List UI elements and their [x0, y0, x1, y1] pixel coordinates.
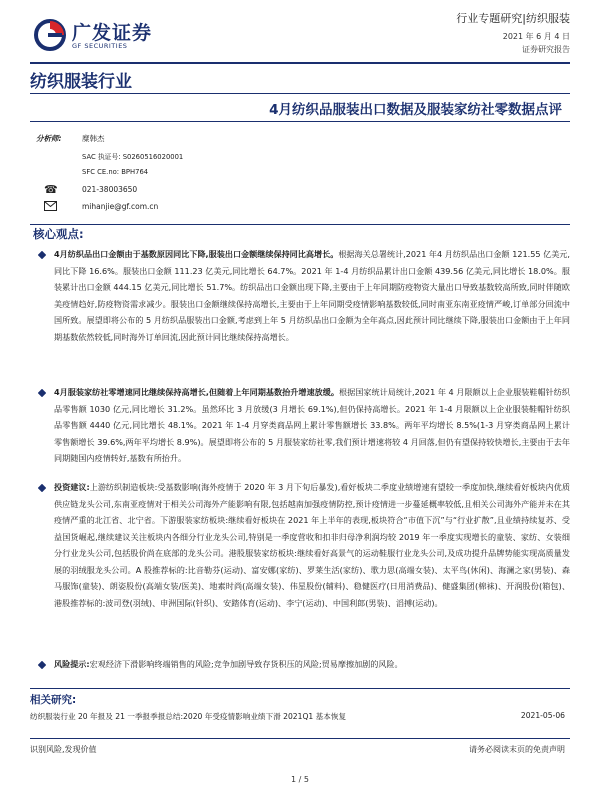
logo-subtext: GF SECURITIES [72, 42, 128, 50]
page-number: 1 / 5 [291, 775, 309, 784]
bullet-icon [38, 484, 46, 492]
related-top-rule [30, 688, 570, 689]
key-points-rule [30, 224, 570, 225]
related-date: 2021-05-06 [520, 711, 565, 720]
key-point-2 [54, 384, 570, 467]
analyst-sfc: SFC CE.no: BPH764 [82, 168, 149, 176]
related-link[interactable]: 纺织服装行业 20 年报及 21 一季报季报总结:2020 年受疫情影响业绩下滑 2021Q1 基本恢复 [30, 712, 347, 721]
key-point-1-text: 根据海关总署统计,2021 年4 月纺织品出口金额 121.55 亿美元,同比下降 16.6%。服装出口金额 111.23 亿美元,同比增长 64.7%。2021 年 1-4 月纺织品累计出口金额 439.56 亿美元,同比增长 18.0%。服装累计出口金额 444.15 亿美元,同比增长 51.7%。纺织品出口金额出现下降,主要由于上年同期防疫物资大量出口导致基数较高所致,同时伴随欧美疫情趋好,防疫物资需求减少。服装出口金额继续保持高增长,主要由于上年同期受疫情影响基数较低,同时南亚东南亚疫情严峻,订单部分回流中国所致。展望即将公布的 5 月纺织品服装出口金额,考虑到上年 5 月纺织品出口金额为全年高点,因此预计同比继续下降,服装出口金额由于上年同期基数依然较低,同时海外订单回流,因此预计同比继续保持高增长。 [54, 249, 570, 342]
bullet-icon [38, 661, 46, 669]
industry-name: 纺织服装行业 [30, 72, 132, 92]
key-point-3-text: 上游纺织制造板块:受基数影响(海外疫情于 2020 年 3 月下旬后暴发),看好板块二季度业绩增速有望较一季度加快,继续看好板块内优质供应链龙头公司,东南亚疫情对于相关公司海外产能影响有限,包括越南加强疫情防控,预计疫情进一步蔓延概率较低,且相关公司海外产能并未在其疫情严重的北江省、北宁省。下游服装家纺板块:继续看好板块在 2021 年上半年的表现,板块符合“市值下沉”与“行业扩散”,且业绩持续复苏、受益国货崛起,继续建议关注板块内各细分行业龙头公司,特别是一季度营收和扣非归母净利润均较 2019 年一季度实现增长的童装、家纺、女装细分行业龙头公司,包括股价尚在底部的龙头公司。港股服装家纺板块:继续看好高景气的运动鞋服行业龙头公司,及成功提升品牌势能实现高质量发展的羽绒服龙头公司。A 股推荐标的:比音勒芬(运动)、富安娜(家纺)、罗莱生活(家纺)、歌力思(高端女装)、太平鸟(休闲)、海澜之家(男装)、森马服饰(童装)、朗姿股份(高端女装/医美)、地素时尚(高端女装)、伟星股份(辅料)、稳健医疗(日用消费品)、健盛集团(棉袜)、开润股份(箱包)、港股推荐标的:波司登(羽绒)、申洲国际(针织)、安踏体育(运动)、李宁(运动)、中国利郎(男装)、滔搏(运动)。 [54, 482, 570, 608]
analyst-email[interactable]: mihanjie@gf.com.cn [82, 202, 159, 211]
related-title: 相关研究: [30, 694, 77, 706]
key-point-4-lead: 风险提示: [54, 659, 90, 669]
phone-icon: ☎ [44, 183, 58, 196]
key-point-1-lead: 4月纺织品出口金额由于基数原因同比下降,服装出口金额继续保持同比高增长。 [54, 249, 339, 259]
email-icon [44, 201, 57, 211]
title-mid-rule [30, 93, 570, 94]
report-type: 行业专题研究|纺织服装 [456, 12, 570, 25]
bullet-icon [38, 389, 46, 397]
title-top-rule [30, 62, 570, 64]
report-date: 2021 年 6 月 4 日 [502, 32, 570, 41]
analyst-label [36, 133, 62, 144]
gf-logo-icon [34, 19, 68, 51]
key-points-title: 核心观点: [33, 227, 84, 241]
key-point-3 [54, 479, 570, 611]
footer-disclaimer: 请务必阅读末页的免责声明 [469, 745, 565, 754]
footer-slogan: 识别风险,发现价值 [30, 745, 97, 754]
key-point-1 [54, 246, 570, 345]
analyst-sac: SAC 执证号: S0260516020001 [82, 153, 184, 161]
analyst-phone: 021-38003650 [82, 185, 138, 194]
key-point-3-lead: 投资建议: [54, 482, 90, 492]
key-point-2-text: 根据国家统计局统计,2021 年 4 月限额以上企业服装鞋帽针纺织品零售额 1030 亿元,同比增长 31.2%。虽然环比 3 月放缓(3 月增长 69.1%),但仍保持高增长。2021 年 1-4 月限额以上企业服装鞋帽针纺织品零售额 4440 亿元,同比增长 48.1%。2021 年 1-4 月穿类商品网上累计零售额增长 33.8%。两年平均增长 8.5%(1-3 月穿类商品网上累计零售额增长 39.6%,两年平均增长 8.9%)。展望即将公布的 5 月服装家纺社零,我们预计增速将较 4 月回落,但仍有望保持较快增长,主要由于去年同期随国内疫情转好,基数有所抬升。 [54, 387, 570, 463]
analyst-label-text: 分析师: [36, 134, 62, 143]
footer-rule [30, 738, 570, 739]
analyst-name: 糜韩杰 [82, 134, 105, 143]
bullet-icon [38, 251, 46, 259]
page-title: 4月纺织品服装出口数据及服装家纺社零数据点评 [269, 102, 562, 118]
title-bottom-rule [30, 121, 570, 122]
key-point-2-lead: 4月服装家纺社零增速同比继续保持高增长,但随着上年同期基数抬升增速放缓。 [54, 387, 339, 397]
logo-text: 广发证券 [72, 22, 153, 44]
key-point-4-text: 宏观经济下滑影响终端销售的风险;竞争加剧导致存货积压的风险;贸易摩擦加剧的风险。 [89, 659, 403, 669]
report-tag: 证券研究报告 [522, 45, 570, 54]
key-point-4 [54, 656, 570, 673]
